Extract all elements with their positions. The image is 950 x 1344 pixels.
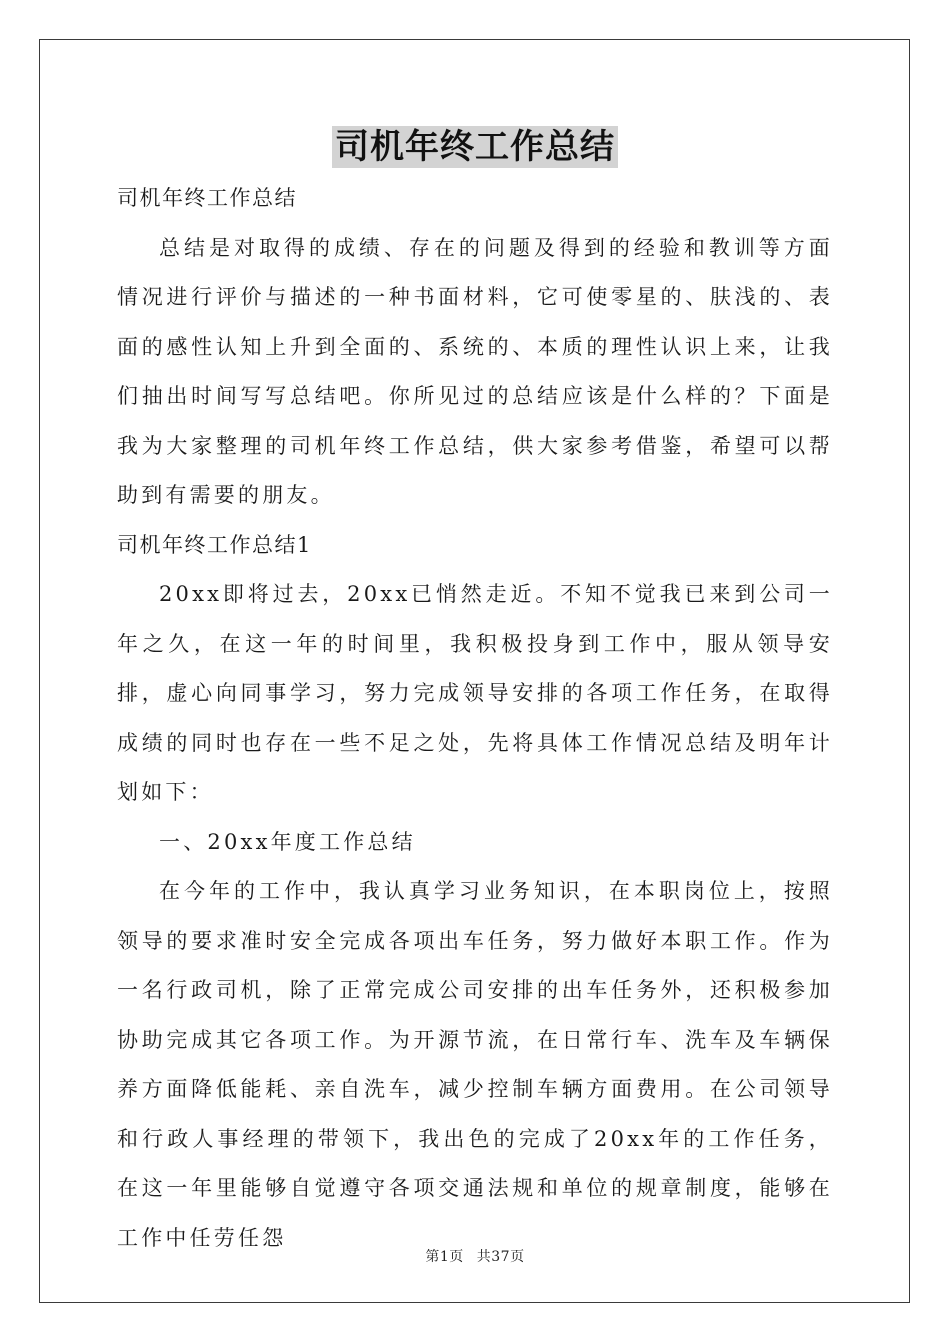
document-body [117, 174, 833, 1263]
body-paragraph: 在今年的工作中，我认真学习业务知识，在本职岗位上，按照领导的要求准时安全完成各项出车任务，努力做好本职工作。作为一名行政司机，除了正常完成公司安排的出车任务外，还积极参加协助完成其它各项工作。为开源节流，在日常行车、洗车及车辆保养方面降低能耗、亲自洗车，减少控制车辆方面费用。在公司领导和行政人事经理的带领下，我出色的完成了20xx年的工作任务，在这一年里能够自觉遵守各项交通法规和单位的规章制度，能够在工作中任劳任怨 [117, 879, 833, 1250]
page-footer [0, 1246, 950, 1266]
section-heading: 司机年终工作总结1 [117, 532, 312, 557]
page-total: 共37页 [476, 1249, 525, 1265]
document-title: 司机年终工作总结 [332, 126, 618, 168]
subsection-heading: 一、20xx年度工作总结 [159, 829, 416, 854]
body-paragraph: 20xx即将过去，20xx已悄然走近。不知不觉我已来到公司一年之久，在这一年的时间里，我积极投身到工作中，服从领导安排，虚心向同事学习，努力完成领导安排的各项工作任务，在取得成绩的同时也存在一些不足之处，先将具体工作情况总结及明年计划如下： [117, 582, 833, 804]
section-heading: 司机年终工作总结 [117, 186, 297, 210]
body-paragraph: 总结是对取得的成绩、存在的问题及得到的经验和教训等方面情况进行评价与描述的一种书面材料，它可使零星的、肤浅的、表面的感性认知上升到全面的、系统的、本质的理性认识上来，让我们抽出时间写写总结吧。你所见过的总结应该是什么样的？下面是我为大家整理的司机年终工作总结，供大家参考借鉴，希望可以帮助到有需要的朋友。 [117, 235, 833, 507]
page-number: 第1页 [425, 1249, 464, 1265]
title-container [0, 126, 950, 168]
